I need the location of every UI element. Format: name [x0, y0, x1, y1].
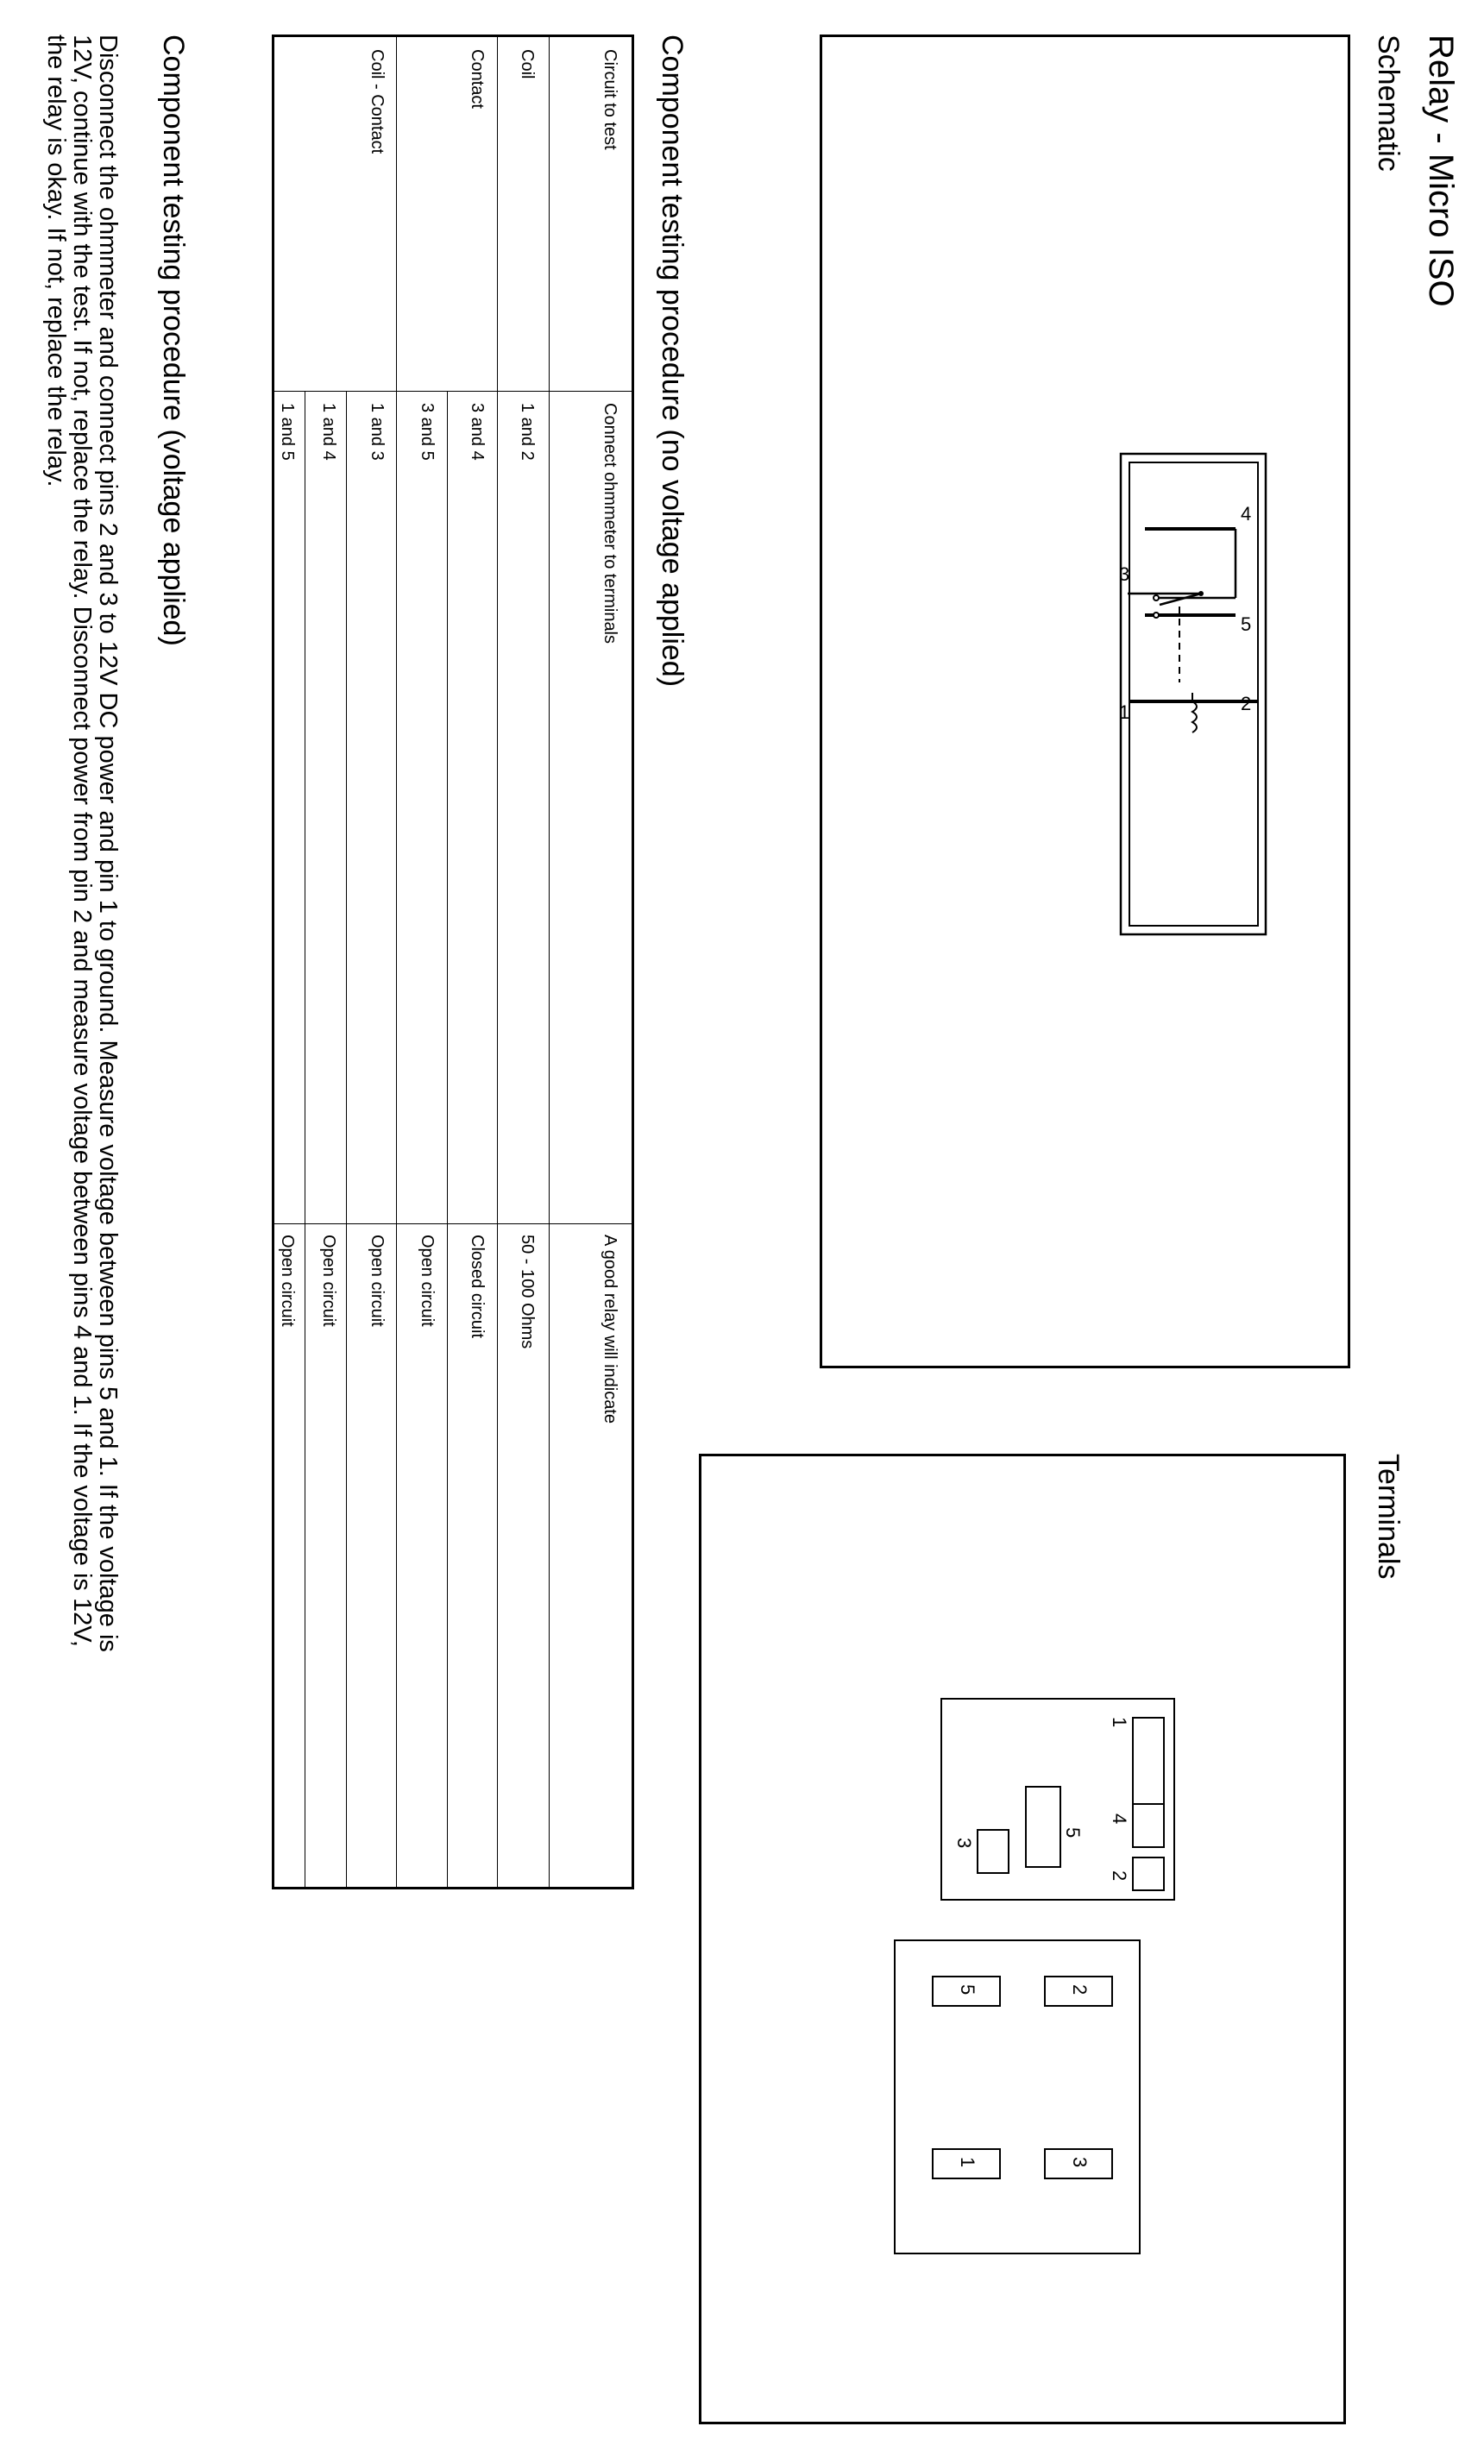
schematic-frame: [820, 35, 1350, 1368]
bottom-view-label-2: 2: [1069, 1984, 1091, 1996]
page-title: Relay - Micro ISO: [1422, 35, 1460, 307]
terminal-1-pin: [1132, 1717, 1165, 1807]
top-view-label-2: 2: [1109, 1870, 1130, 1882]
row-1-terminals: 1 and 2: [518, 403, 537, 461]
column-header-result: A good relay will indicate: [601, 1235, 619, 1424]
bottom-view-label-5: 5: [957, 1984, 978, 1996]
terminal-4-pin: [1132, 1803, 1165, 1848]
row-6-result: Open circuit: [278, 1235, 297, 1327]
voltage-procedure-line-3: the relay is okay. If not, replace the relay.: [42, 35, 70, 487]
row-6-terminals: 1 and 5: [278, 403, 297, 461]
relay-schematic-diagram: [822, 37, 1348, 1366]
row-1-result: 50 - 100 Ohms: [518, 1235, 537, 1349]
column-header-circuit: Circuit to test: [601, 49, 619, 150]
row-5-result: Open circuit: [319, 1235, 338, 1327]
row-4-circuit: Coil - Contact: [368, 49, 387, 154]
no-voltage-test-table: [272, 35, 634, 1889]
bottom-view-label-3: 3: [1069, 2157, 1091, 2168]
row-5-terminals: 1 and 4: [319, 403, 338, 461]
terminals-frame: [699, 1454, 1346, 2424]
schematic-pin-2: 2: [1241, 693, 1252, 714]
terminal-2-pin: [1132, 1857, 1165, 1891]
bottom-terminal-5: [932, 1976, 1001, 2007]
row-4-result: Open circuit: [368, 1235, 387, 1327]
voltage-heading: Component testing procedure (voltage applied): [157, 35, 190, 646]
terminal-3-pin: [977, 1829, 1009, 1874]
voltage-procedure-text: [43, 35, 121, 2459]
row-3-result: Open circuit: [418, 1235, 437, 1327]
row-2-circuit: Contact: [468, 49, 487, 109]
voltage-procedure-line-2: 12V, continue with the test. If not, replace the relay. Disconnect power from pin 2 and measure voltage between pins 4 and 1. If the voltage is 12V,: [68, 35, 96, 1647]
row-3-terminals: 3 and 5: [418, 403, 437, 461]
terminals-heading: Terminals: [1372, 1454, 1405, 1580]
top-view-label-3: 3: [953, 1838, 975, 1849]
no-voltage-heading: Component testing procedure (no voltage applied): [656, 35, 689, 688]
schematic-pin-5: 5: [1241, 613, 1252, 635]
schematic-heading: Schematic: [1372, 35, 1405, 172]
schematic-pin-4: 4: [1241, 503, 1252, 525]
column-header-terminals: Connect ohmmeter to terminals: [601, 403, 619, 644]
top-view-label-4: 4: [1109, 1813, 1130, 1825]
top-view-label-1: 1: [1109, 1717, 1130, 1728]
row-2-terminals: 3 and 4: [468, 403, 487, 461]
bottom-terminal-2: [1044, 1976, 1113, 2007]
bottom-terminal-3: [1044, 2148, 1113, 2179]
terminal-5-pin: [1025, 1786, 1061, 1868]
row-4-terminals: 1 and 3: [368, 403, 387, 461]
voltage-procedure-line-1: Disconnect the ohmmeter and connect pins 2 and 3 to 12V DC power and pin 1 to ground. Measure voltage between pins 5 and 1. If the voltage is: [94, 35, 122, 1652]
row-1-circuit: Coil: [518, 49, 537, 79]
schematic-pin-3: 3: [1119, 563, 1130, 585]
schematic-pin-1: 1: [1119, 701, 1130, 723]
bottom-terminal-1: [932, 2148, 1001, 2179]
row-2-result: Closed circuit: [468, 1235, 487, 1339]
top-view-label-5: 5: [1062, 1827, 1084, 1839]
bottom-view-label-1: 1: [957, 2157, 978, 2168]
relay-top-view: [940, 1698, 1175, 1901]
relay-bottom-view: [894, 1939, 1141, 2254]
